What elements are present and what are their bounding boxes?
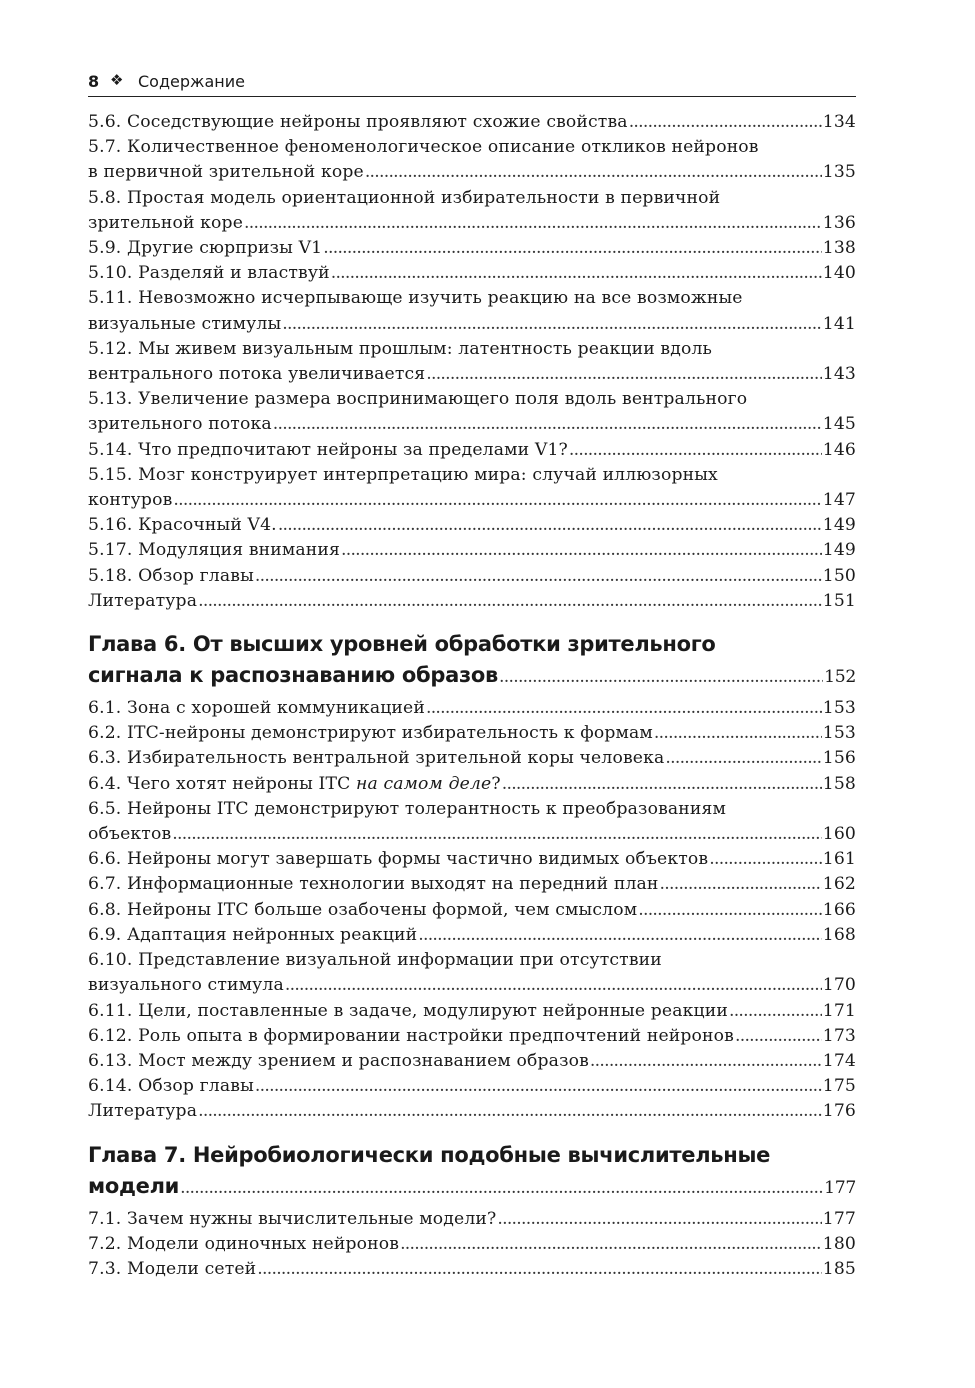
toc-entry <box>88 772 856 797</box>
toc-entry-last-line <box>88 1099 856 1124</box>
dot-leader <box>278 513 822 538</box>
toc-entry <box>88 1099 856 1124</box>
dot-leader <box>282 312 821 337</box>
toc-entry-title: Глава 6. От высших уровней обработки зрительного <box>88 632 716 657</box>
toc-entry-title: 5.11. Невозможно исчерпывающе изучить реакцию на все возможные <box>88 288 743 309</box>
toc-entry-title: 5.8. Простая модель ориентационной избирательности в первичной <box>88 187 721 208</box>
toc-entry-last-line <box>88 211 856 236</box>
toc-entry <box>88 387 856 437</box>
toc-entry-title: контуров <box>88 490 173 511</box>
dot-leader <box>255 564 822 589</box>
toc-page-number: 156 <box>822 748 856 769</box>
toc-page-number: 180 <box>822 1233 856 1254</box>
toc-entry-title: 5.7. Количественное феноменологическое описание откликов нейронов <box>88 137 759 158</box>
toc-entry-last-line <box>88 847 856 872</box>
toc-block-chapter5 <box>88 110 856 614</box>
toc-block-chapter6 <box>88 696 856 1124</box>
toc-entry-title: 6.13. Мост между зрением и распознаванием образов <box>88 1050 589 1071</box>
toc-entry-last-line <box>88 362 856 387</box>
toc-entry-last-line <box>88 1232 856 1257</box>
toc-entry-last-line <box>88 513 856 538</box>
toc-entry-title: 5.12. Мы живем визуальным прошлым: латентность реакции вдоль <box>88 338 713 359</box>
toc-page-number: 161 <box>822 849 856 870</box>
dot-leader <box>172 822 821 847</box>
toc-entry-last-line <box>88 312 856 337</box>
page-number: 8 <box>88 72 100 91</box>
toc-entry-last-line <box>88 660 856 693</box>
toc-entry-title: визуального стимула <box>88 975 284 996</box>
toc-page-number: 146 <box>822 439 856 460</box>
toc-entry-title: 5.9. Другие сюрпризы V1 <box>88 238 323 259</box>
toc-entry-last-line <box>88 1024 856 1049</box>
toc-entry <box>88 696 856 721</box>
toc-entry <box>88 1207 856 1232</box>
toc-entry <box>88 538 856 563</box>
dot-leader <box>638 898 822 923</box>
toc-entry <box>88 135 856 185</box>
toc-entry <box>88 948 856 998</box>
toc-entry <box>88 337 856 387</box>
dot-leader <box>244 211 822 236</box>
toc-entry-title: 7.1. Зачем нужны вычислительные модели? <box>88 1208 497 1229</box>
toc-entry-line <box>88 629 856 660</box>
toc-entry-title: визуальные стимулы <box>88 313 282 334</box>
toc-page-number: 147 <box>822 490 856 511</box>
toc-entry-last-line <box>88 160 856 185</box>
toc-page-number: 176 <box>822 1101 856 1122</box>
toc-entry <box>88 872 856 897</box>
toc-page-number: 136 <box>822 212 856 233</box>
dot-leader <box>400 1232 822 1257</box>
section-title: Содержание <box>138 72 245 91</box>
table-of-contents <box>88 110 856 1282</box>
toc-entry <box>88 1024 856 1049</box>
toc-entry-last-line <box>88 538 856 563</box>
toc-entry-last-line <box>88 412 856 437</box>
toc-page-number: 177 <box>824 1177 856 1198</box>
toc-entry <box>88 898 856 923</box>
toc-entry-last-line <box>88 1074 856 1099</box>
dot-leader <box>502 772 822 797</box>
toc-entry-title: 7.3. Модели сетей <box>88 1258 257 1279</box>
toc-entry-title: зрительного потока <box>88 414 272 435</box>
toc-page-number: 175 <box>822 1076 856 1097</box>
book-page <box>88 66 856 1282</box>
toc-entry <box>88 438 856 463</box>
toc-entry-last-line <box>88 898 856 923</box>
toc-entry-last-line <box>88 564 856 589</box>
toc-entry-title: Литература <box>88 590 198 611</box>
chapter-7-heading <box>88 1140 856 1204</box>
toc-entry-last-line <box>88 488 856 513</box>
toc-page-number: 173 <box>822 1025 856 1046</box>
toc-entry-title: 5.13. Увеличение размера воспринимающего поля вдоль вентрального <box>88 389 748 410</box>
dot-leader <box>569 438 822 463</box>
toc-entry-last-line <box>88 236 856 261</box>
dot-leader <box>665 746 821 771</box>
toc-entry-title: сигнала к распознаванию образов <box>88 663 499 688</box>
dot-leader <box>255 1074 822 1099</box>
toc-entry <box>88 186 856 236</box>
toc-entry-line <box>88 337 856 362</box>
toc-entry <box>88 236 856 261</box>
dot-leader <box>418 923 821 948</box>
toc-entry-title: 5.18. Обзор главы <box>88 565 254 586</box>
toc-entry-title: 6.6. Нейроны могут завершать формы частично видимых объектов <box>88 849 709 870</box>
dot-leader <box>198 1099 822 1124</box>
dot-leader <box>257 1257 821 1282</box>
toc-page-number: 174 <box>822 1050 856 1071</box>
toc-entry-line <box>88 797 856 822</box>
toc-entry-last-line <box>88 721 856 746</box>
toc-entry-last-line <box>88 589 856 614</box>
toc-entry-title: зрительной коре <box>88 212 244 233</box>
toc-page-number: 141 <box>822 313 856 334</box>
toc-page-number: 185 <box>822 1258 856 1279</box>
toc-entry <box>88 1257 856 1282</box>
toc-entry <box>88 999 856 1024</box>
dot-leader <box>735 1024 822 1049</box>
toc-entry-last-line <box>88 261 856 286</box>
toc-block-chapter7 <box>88 1207 856 1283</box>
toc-entry-title: 6.14. Обзор главы <box>88 1076 254 1097</box>
toc-page-number: 166 <box>822 899 856 920</box>
toc-page-number: 152 <box>824 667 856 688</box>
dot-leader <box>590 1049 822 1074</box>
toc-entry-title: объектов <box>88 824 172 845</box>
toc-entry <box>88 847 856 872</box>
toc-page-number: 149 <box>822 515 856 536</box>
toc-entry-title: 6.11. Цели, поставленные в задаче, модулируют нейронные реакции <box>88 1000 728 1021</box>
toc-entry <box>88 513 856 538</box>
toc-entry-line <box>88 1140 856 1171</box>
toc-entry <box>88 1049 856 1074</box>
toc-entry-last-line <box>88 923 856 948</box>
toc-entry-title: 6.5. Нейроны ITC демонстрируют толерантность к преобразованиям <box>88 798 727 819</box>
toc-page-number: 151 <box>822 590 856 611</box>
toc-entry-title-suffix: ? <box>491 773 501 794</box>
toc-entry-title: модели <box>88 1173 180 1198</box>
toc-entry-line <box>88 463 856 488</box>
toc-entry <box>88 746 856 771</box>
toc-page-number: 158 <box>822 773 856 794</box>
dot-leader <box>426 362 821 387</box>
toc-entry-line <box>88 186 856 211</box>
toc-entry-last-line <box>88 438 856 463</box>
toc-page-number: 162 <box>822 874 856 895</box>
toc-page-number: 177 <box>822 1208 856 1229</box>
toc-entry-title: 6.3. Избирательность вентральной зрительной коры человека <box>88 748 665 769</box>
toc-entry <box>88 1232 856 1257</box>
dot-leader <box>499 662 823 693</box>
toc-entry-title: 6.12. Роль опыта в формировании настройки предпочтений нейронов <box>88 1025 734 1046</box>
toc-entry-title: 6.7. Информационные технологии выходят на передний план <box>88 874 659 895</box>
toc-entry-last-line <box>88 999 856 1024</box>
toc-page-number: 135 <box>822 162 856 183</box>
toc-entry-last-line <box>88 872 856 897</box>
toc-entry <box>88 463 856 513</box>
toc-entry-last-line <box>88 110 856 135</box>
dot-leader <box>198 589 822 614</box>
dot-leader <box>660 872 822 897</box>
toc-entry <box>88 261 856 286</box>
toc-entry-last-line <box>88 746 856 771</box>
toc-entry <box>88 923 856 948</box>
toc-entry-title: 5.17. Модуляция внимания <box>88 540 340 561</box>
toc-entry <box>88 589 856 614</box>
dot-leader <box>173 488 821 513</box>
toc-entry <box>88 286 856 336</box>
toc-page-number: 153 <box>822 723 856 744</box>
dot-leader <box>331 261 822 286</box>
dot-leader <box>365 160 822 185</box>
dot-leader <box>497 1207 821 1232</box>
dot-leader <box>323 236 821 261</box>
toc-page-number: 168 <box>822 924 856 945</box>
dot-leader <box>629 110 822 135</box>
toc-entry-last-line <box>88 1207 856 1232</box>
dot-leader <box>341 538 822 563</box>
toc-entry-last-line <box>88 973 856 998</box>
toc-page-number: 153 <box>822 698 856 719</box>
toc-page-number: 143 <box>822 364 856 385</box>
toc-entry-title: в первичной зрительной коре <box>88 162 364 183</box>
dot-leader <box>654 721 822 746</box>
toc-entry <box>88 1074 856 1099</box>
toc-page-number: 140 <box>822 263 856 284</box>
toc-page-number: 160 <box>822 824 856 845</box>
toc-entry-title: 5.6. Соседствующие нейроны проявляют схожие свойства <box>88 112 628 132</box>
toc-entry-title: вентрального потока увеличивается <box>88 364 426 385</box>
chapter-6-heading <box>88 629 856 693</box>
toc-entry-title: 6.10. Представление визуальной информации при отсутствии <box>88 950 662 971</box>
toc-entry-title-italic: на самом деле <box>356 773 492 794</box>
toc-page-number: 170 <box>822 975 856 996</box>
dot-leader <box>729 999 822 1024</box>
toc-page-number: 149 <box>822 540 856 561</box>
dot-leader <box>273 412 822 437</box>
toc-entry-title: 6.1. Зона с хорошей коммуникацией <box>88 698 425 719</box>
toc-entry-title: 5.16. Красочный V4. <box>88 515 277 536</box>
toc-entry-last-line <box>88 1171 856 1204</box>
toc-entry-line <box>88 948 856 973</box>
toc-entry-last-line <box>88 1257 856 1282</box>
toc-entry-title: 5.15. Мозг конструирует интерпретацию мира: случай иллюзорных <box>88 464 718 485</box>
ornament-icon: ❖ <box>110 71 124 89</box>
running-head <box>88 66 856 97</box>
toc-entry-title: 7.2. Модели одиночных нейронов <box>88 1233 400 1254</box>
toc-entry <box>88 110 856 135</box>
dot-leader <box>180 1173 823 1204</box>
toc-entry-last-line <box>88 696 856 721</box>
toc-entry-title: 5.14. Что предпочитают нейроны за пределами V1? <box>88 439 568 460</box>
toc-page-number: 138 <box>822 238 856 259</box>
toc-entry-line <box>88 387 856 412</box>
toc-entry-title: 6.4. Чего хотят нейроны ITC на самом деле? <box>88 773 501 794</box>
toc-entry-title: Литература <box>88 1101 198 1122</box>
toc-page-number: 171 <box>822 1000 856 1021</box>
toc-page-number: 145 <box>822 414 856 435</box>
toc-entry-last-line <box>88 1049 856 1074</box>
dot-leader <box>709 847 821 872</box>
toc-entry-title: 6.2. ITC-нейроны демонстрируют избирательность к формам <box>88 723 653 744</box>
toc-entry-title: 6.9. Адаптация нейронных реакций <box>88 924 418 945</box>
toc-entry-line <box>88 135 856 160</box>
toc-entry-title: 5.10. Разделяй и властвуй <box>88 263 330 284</box>
toc-page-number: 134 <box>822 112 856 132</box>
dot-leader <box>285 973 822 998</box>
toc-page-number: 150 <box>822 565 856 586</box>
toc-entry-line <box>88 286 856 311</box>
toc-entry-title: Глава 7. Нейробиологически подобные вычислительные <box>88 1142 771 1167</box>
toc-entry-last-line <box>88 772 856 797</box>
toc-entry-title: 6.8. Нейроны ITC больше озабочены формой, чем смыслом <box>88 899 638 920</box>
toc-entry <box>88 564 856 589</box>
toc-entry <box>88 721 856 746</box>
toc-entry-last-line <box>88 822 856 847</box>
dot-leader <box>426 696 822 721</box>
toc-entry <box>88 797 856 847</box>
